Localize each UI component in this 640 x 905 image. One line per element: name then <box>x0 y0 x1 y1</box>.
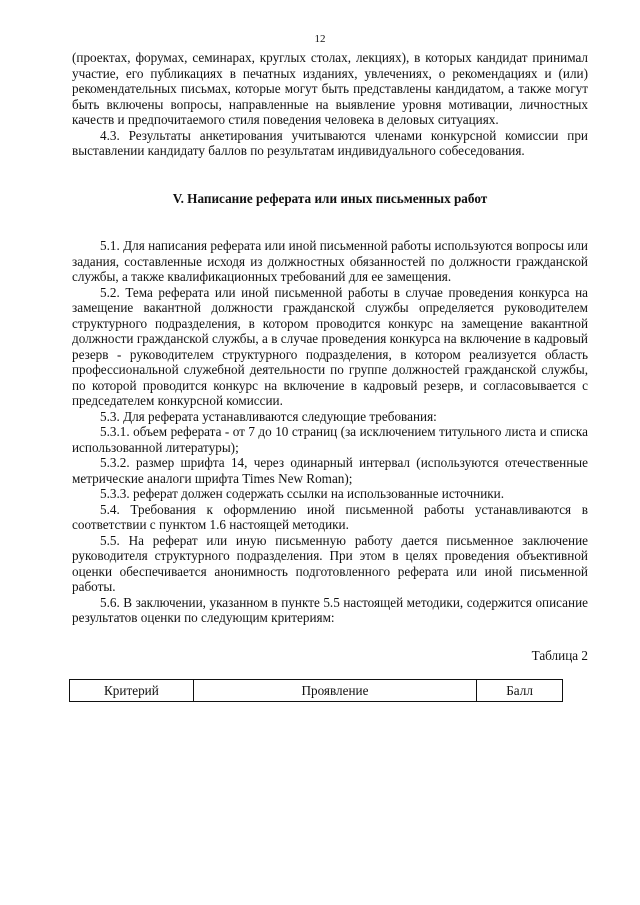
document-body <box>72 50 588 663</box>
table-caption: Таблица 2 <box>531 647 588 663</box>
table-header-criterion: Критерий <box>70 680 194 702</box>
table-header-manifestation: Проявление <box>193 680 476 702</box>
section-title: V. Написание реферата или иных письменных работ <box>172 190 488 206</box>
paragraph-5-3: 5.3. Для реферата устанавливаются следующие требования: <box>100 408 437 424</box>
paragraph-5-3-3: 5.3.3. реферат должен содержать ссылки на использованные источники. <box>100 486 505 501</box>
paragraph-5-2: 5.2. Тема реферата или иной письменной работы в случае проведения конкурса на замещение вакантной должности гражданской службы определяется руководителем структурного подразделения, в котором проводится конкурс на замещение вакантной должности гражданской службы, а в случае проведения конкурса на включение в кадровый резерв - руководителем структурного подразделения, в котором реализуется область профессиональной служебной деятельности по группе должностей гражданской службы, по которой проводится конкурс на включение в кадровый резерв, и согласовывается с председателем конкурсной комиссии. <box>72 284 588 408</box>
page-number: 12 <box>314 33 326 45</box>
paragraph-5-3-1: 5.3.1. объем реферата - от 7 до 10 страниц (за исключением титульного листа и списка использованной литературы); <box>72 424 588 455</box>
paragraph-continuation: (проектах, форумах, семинарах, круглых столах, лекциях), в которых кандидат принимал участие, его публикациях в печатных изданиях, увлечениях, о рекомендациях и (или) рекомендательных письмах, которые могут быть представлены кандидатом, а также могут быть включены вопросы, направленные на выявление уровня мотивации, личностных качеств и предпочитаемого стиля поведения человека в деловых ситуациях. <box>72 50 588 127</box>
paragraph-5-4: 5.4. Требования к оформлению иной письменной работы устанавливаются в соответствии с пунктом 1.6 настоящей методики. <box>72 501 588 532</box>
criteria-table <box>69 679 563 702</box>
paragraph-5-3-2: 5.3.2. размер шрифта 14, через одинарный интервал (используются отечественные метрические аналоги шрифта Times New Roman); <box>72 455 588 486</box>
paragraph-5-5: 5.5. На реферат или иную письменную работу дается письменное заключение руководителя структурного подразделения. При этом в целях проведения объективной оценки обеспечивается анонимность подготовленного реферата или иной письменной работы. <box>72 532 588 594</box>
paragraph-4-3: 4.3. Результаты анкетирования учитываются членами конкурсной комиссии при выставлении кандидату баллов по результатам индивидуального собеседования. <box>72 127 588 158</box>
paragraph-5-6: 5.6. В заключении, указанном в пункте 5.5 настоящей методики, содержится описание результатов оценки по следующим критериям: <box>72 594 588 625</box>
table-header-row <box>70 680 563 702</box>
paragraph-5-1: 5.1. Для написания реферата или иной письменной работы используются вопросы или задания, составленные исходя из должностных обязанностей по должности гражданской службы, а также квалификационных требований для ее замещения. <box>72 238 588 284</box>
table-header-score: Балл <box>477 680 563 702</box>
